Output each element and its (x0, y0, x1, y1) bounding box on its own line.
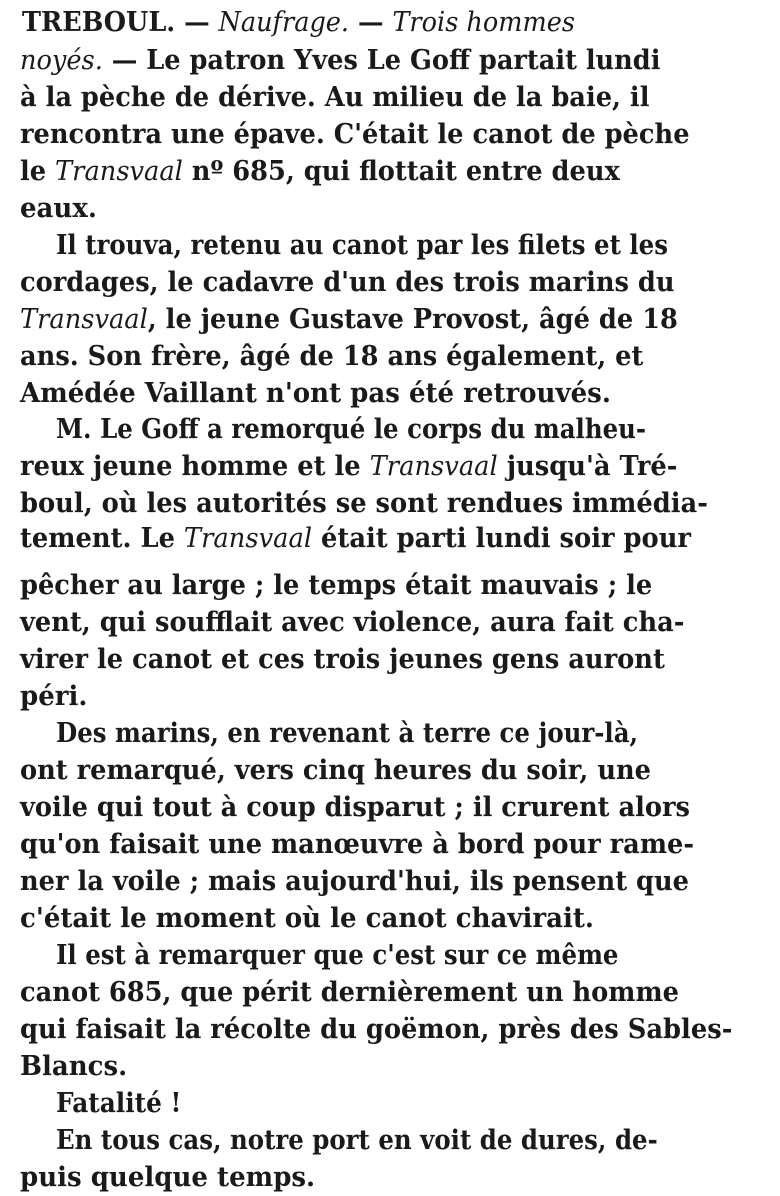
text-run: canot 685, que périt dernièrement un homme (20, 977, 679, 1008)
text-run: jusqu'à Tré- (497, 451, 678, 482)
text-line (56, 1123, 762, 1159)
text-line (20, 568, 762, 604)
text-run: ans. Son frère, âgé de 18 ans également, et (20, 341, 644, 372)
text-line (20, 642, 762, 678)
text-run: péri. (20, 681, 88, 712)
text-line (20, 339, 762, 375)
text-run: boul, où les autorités se sont rendues immédia- (20, 488, 708, 519)
text-run: virer le canot et ces trois jeunes gens auront (20, 644, 665, 675)
text-line (56, 1086, 772, 1122)
italic-text: Transvaal (55, 156, 183, 187)
text-run: qu'on faisait une manœuvre à bord pour rame- (20, 829, 695, 860)
italic-text: Transvaal (183, 523, 313, 554)
italic-text: noyés. (20, 45, 103, 76)
text-line (20, 449, 764, 485)
text-line (20, 679, 772, 715)
text-run: — (349, 7, 393, 38)
text-run: ner la voile ; mais aujourd'hui, ils pensent que (20, 866, 690, 897)
text-line (20, 486, 764, 522)
text-run: voile qui tout à coup disparut ; il crurent alors (20, 792, 690, 823)
text-run: pêcher au large ; le temps était mauvais ; le (20, 570, 653, 601)
text-line (20, 864, 762, 900)
text-line (20, 265, 762, 301)
text-run: — Le patron Yves Le Goff partait lundi (102, 45, 661, 76)
text-line (20, 1012, 764, 1048)
text-line (20, 154, 762, 190)
text-run: à la pèche de dérive. Au milieu de la baie, il (20, 82, 650, 113)
text-run: c'était le moment où le canot chavirait. (20, 903, 594, 934)
text-run: cordages, le cadavre d'un des trois marins du (20, 267, 675, 298)
text-line (20, 1160, 772, 1196)
text-run: Fatalité ! (56, 1088, 182, 1119)
text-line (20, 302, 762, 338)
text-line (20, 80, 762, 116)
text-run: ont remarqué, vers cinq heures du soir, une (20, 755, 652, 786)
text-run: Il est à remarquer que c'est sur ce même (56, 940, 619, 971)
text-run: vent, qui soufflait avec violence, aura fait cha- (20, 607, 685, 638)
text-run: En tous cas, notre port en voit de dures, de- (56, 1125, 658, 1156)
text-line (56, 716, 762, 752)
text-run: le (20, 156, 56, 187)
text-run: Des marins, en revenant à terre ce jour-là, (56, 718, 639, 749)
text-run: était parti lundi soir pour (312, 523, 692, 554)
text-line (20, 521, 764, 557)
text-run: Amédée Vaillant n'ont pas été retrouvés. (20, 378, 611, 409)
italic-text: Trois hommes (392, 7, 575, 38)
italic-text: Naufrage. (218, 7, 350, 38)
text-run: rencontra une épave. C'était le canot de pèche (20, 119, 690, 150)
text-line (20, 827, 762, 863)
text-run: Il trouva, retenu au canot par les filets et les (56, 230, 668, 261)
text-line (20, 117, 762, 153)
italic-text: Transvaal (369, 451, 498, 482)
italic-text: Transvaal (20, 304, 148, 335)
text-line (20, 790, 762, 826)
text-run: nº 685, qui flottait entre deux (182, 156, 620, 187)
text-line (22, 5, 760, 41)
text-line (20, 1049, 772, 1085)
text-run: M. Le Goff a remorqué le corps du malheu- (56, 414, 647, 445)
text-line (20, 605, 762, 641)
text-run: Blancs. (20, 1051, 128, 1082)
text-run: tement. Le (20, 523, 184, 554)
text-run: reux jeune homme et le (20, 451, 370, 482)
text-line (56, 938, 762, 974)
text-line (20, 43, 760, 79)
text-line (20, 901, 772, 937)
text-line (20, 975, 762, 1011)
text-line (20, 191, 772, 227)
text-line (56, 228, 762, 264)
text-line (20, 753, 762, 789)
text-run: puis quelque temps. (20, 1162, 316, 1193)
text-run: eaux. (20, 193, 97, 224)
text-line (20, 376, 772, 412)
text-run: TREBOUL. — (22, 7, 219, 38)
text-run: , le jeune Gustave Provost, âgé de 18 (147, 304, 678, 335)
text-run: qui faisait la récolte du goëmon, près des Sables- (20, 1014, 733, 1045)
text-line (56, 412, 762, 448)
